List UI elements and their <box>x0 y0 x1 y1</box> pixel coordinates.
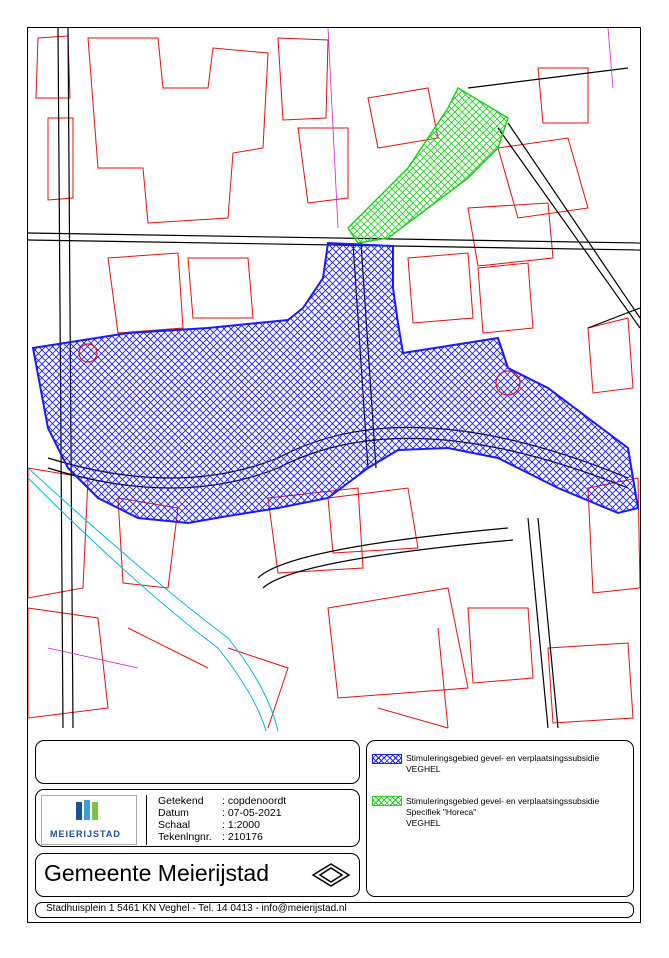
drawing-no-label: Tekenlngnr. <box>158 831 212 843</box>
scale-label: Schaal <box>158 819 191 831</box>
title-box-empty <box>35 740 360 784</box>
drawn-by-value: : copdenoordt <box>222 795 287 807</box>
logo-mark-icon <box>42 796 136 826</box>
map-view[interactable] <box>28 28 640 731</box>
logo-text: MEIERIJSTAD <box>50 829 121 839</box>
drawing-no-value: : 210176 <box>222 831 263 843</box>
legend-swatch-green <box>372 796 402 806</box>
north-arrow-icon <box>310 862 352 888</box>
footer-address: Stadhuisplein 1 5461 KN Veghel - Tel. 14 0413 - info@meierijstad.nl <box>46 903 347 914</box>
horeca-zone[interactable] <box>348 88 508 243</box>
legend-label-2-line3: VEGHEL <box>406 818 441 828</box>
date-value: : 07-05-2021 <box>222 807 282 819</box>
legend-label-1-line2: VEGHEL <box>406 764 441 774</box>
cadastral-map <box>28 28 640 731</box>
municipality-name: Gemeente Meierijstad <box>44 860 269 886</box>
date-label: Datum <box>158 807 189 819</box>
legend-label-1-line1: Stimuleringsgebied gevel- en verplaatsingssubsidie <box>406 753 600 763</box>
legend-label-2-line1: Stimuleringsgebied gevel- en verplaatsingssubsidie <box>406 796 600 806</box>
legend-swatch-blue <box>372 754 402 764</box>
stimulation-zone[interactable] <box>33 243 638 523</box>
legend-label-2-line2: Specifiek "Horeca" <box>406 807 477 817</box>
scale-value: : 1:2000 <box>222 819 260 831</box>
logo <box>41 795 137 845</box>
drawn-by-label: Getekend <box>158 795 204 807</box>
